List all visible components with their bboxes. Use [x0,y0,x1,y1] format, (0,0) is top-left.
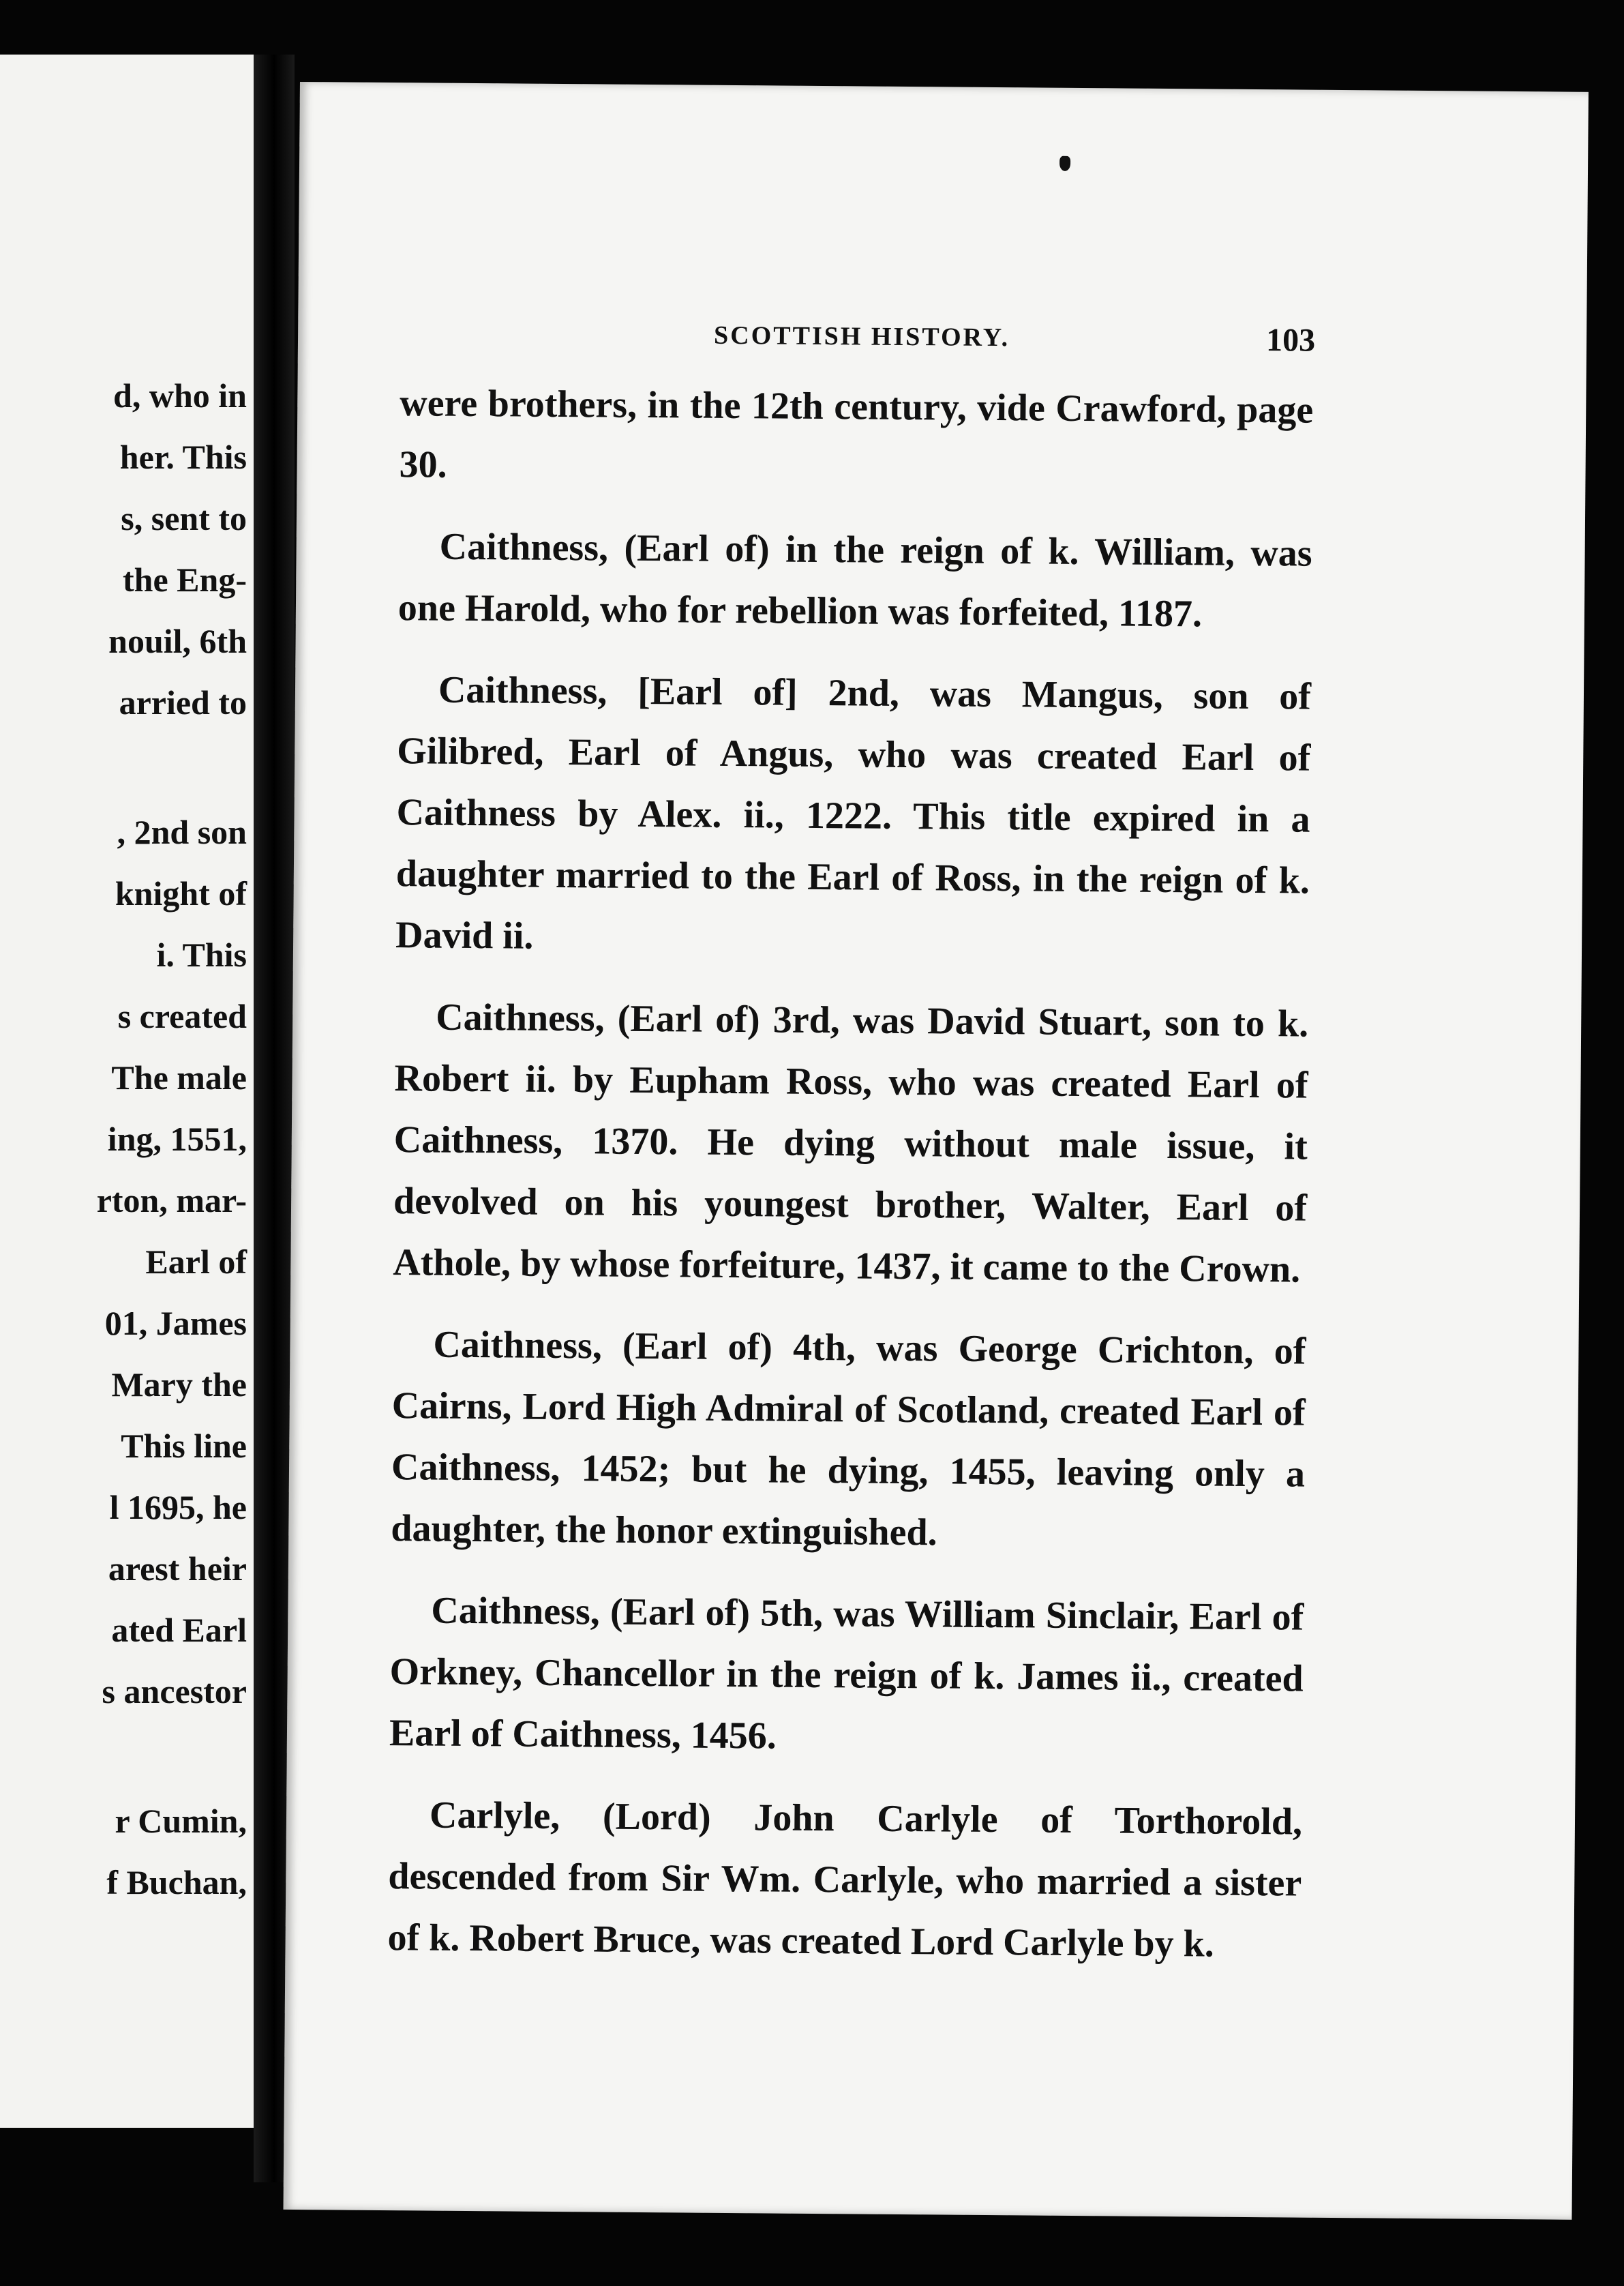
left-line: ated Earl [111,1611,247,1649]
left-line: , 2nd son [117,813,247,851]
left-facing-page [0,55,254,2128]
left-line: s, sent to [121,499,247,537]
left-line: rton, mar- [96,1181,247,1219]
entry-paragraph: Caithness, [Earl of] 2nd, was Mangus, son of Gilibred, Earl of Angus, who was created Earl of Caithness by Alex. ii., 1222. This title expired in a daughter married to the Earl of Ross, in the reign of k. David ii. [395,668,1312,958]
left-line: Earl of [145,1243,247,1281]
page-number: 103 [1265,322,1316,359]
left-line: d, who in [113,376,247,415]
entry-paragraph: Caithness, (Earl of) 4th, was George Crichton, of Cairns, Lord High Admiral of Scotland, created Earl of Caithness, 1452; but he dying, 1455, leaving only a daughter, the honor extinguished. [391,1323,1306,1554]
body-text [387,372,1314,1995]
entry-paragraph: Caithness, (Earl of) 3rd, was David Stuart, son to k. Robert ii. by Eupham Ross, who was created Earl of Caithness, 1370. He dying without male issue, it devolved on his youngest brother, Walter, Earl of Athole, by whose forfeiture, 1437, it came to the Crown. [393,996,1309,1291]
left-line: ing, 1551, [107,1120,247,1158]
left-line: r Cumin, [115,1802,247,1840]
left-line: knight of [115,874,247,912]
left-line: nouil, 6th [108,622,247,660]
left-line: The male [111,1058,247,1097]
left-line: This line [121,1427,247,1465]
ink-mark [1059,156,1070,171]
entry-paragraph: Carlyle, (Lord) John Carlyle of Torthorold, descended from Sir Wm. Carlyle, who married a sister of k. Robert Bruce, was created Lord Carlyle by k. [387,1794,1303,1965]
left-line: Mary the [111,1365,247,1404]
entry-paragraph: Caithness, (Earl of) 5th, was William Sinclair, Earl of Orkney, Chancellor in the reign of k. James ii., created Earl of Caithness, 1456. [389,1589,1304,1757]
left-line: the Eng- [123,561,247,599]
left-line: s created [117,997,247,1035]
left-line: l 1695, he [109,1488,247,1526]
left-line: f Buchan, [106,1863,247,1901]
left-line: arest heir [108,1549,247,1588]
left-line: i. This [156,936,247,974]
left-line: arried to [119,683,247,722]
main-page [283,82,1588,2220]
left-line: 01, James [104,1304,247,1342]
left-line: her. This [119,438,247,476]
entry-paragraph: Caithness, (Earl of) in the reign of k. William, was one Harold, who for rebellion was forfeited, 1187. [397,525,1312,636]
running-head: SCOTTISH HISTORY. [713,321,1010,353]
left-line: s ancestor [102,1672,247,1710]
entry-paragraph: were brothers, in the 12th century, vide Crawford, page 30. [399,382,1314,486]
